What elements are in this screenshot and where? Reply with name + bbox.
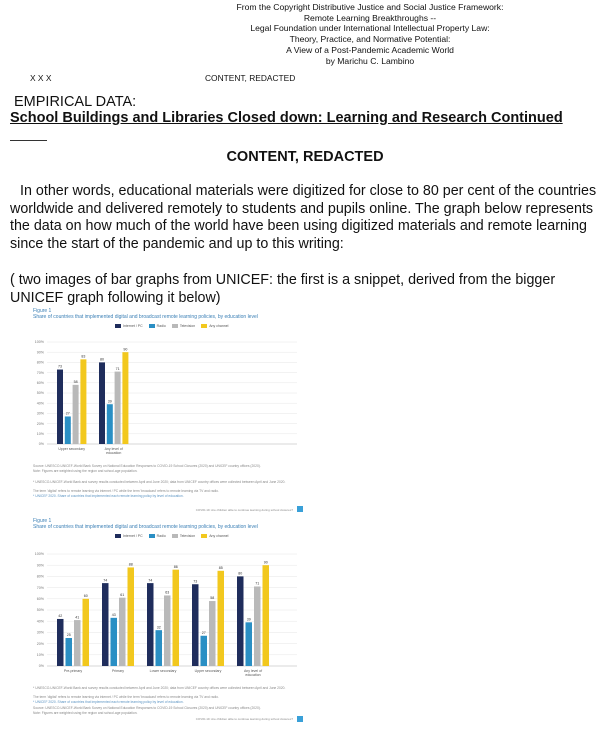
figure-title: Share of countries that implemented digital and broadcast remote learning policies, by education level [33, 524, 258, 530]
legend-label: Television [179, 534, 196, 538]
bar [119, 598, 126, 666]
figure-label: Figure 1 [33, 308, 52, 314]
xxx-marker: X X X [30, 73, 52, 83]
data-label: 88 [128, 562, 133, 567]
bar-chart-full [33, 542, 303, 684]
bar [107, 404, 113, 444]
bar [83, 599, 90, 666]
bar-chart-snippet [33, 332, 303, 462]
bar [122, 352, 128, 444]
y-tick-label: 100% [34, 552, 44, 557]
legend-item [201, 324, 228, 328]
x-category-label: Lower secondary [149, 669, 177, 673]
y-tick-label: 50% [36, 391, 44, 396]
data-label: 27 [201, 630, 206, 635]
bar [80, 359, 86, 444]
content-redacted-heading: CONTENT, REDACTED [226, 149, 384, 165]
data-label: 63 [165, 590, 170, 595]
y-tick-label: 0% [38, 664, 44, 669]
data-label: 80 [100, 357, 104, 362]
figure-label: Figure 1 [33, 518, 52, 524]
bar [102, 583, 109, 666]
short-divider [10, 140, 47, 141]
chart-note: Note: Figures are weighted using the region and school-age population. [33, 469, 138, 473]
bar [147, 583, 154, 666]
bar [201, 636, 208, 666]
data-label: 42 [58, 614, 63, 619]
footnote-3: * UNICEF 2020. Share of countries that implemented each remote learning policy by level of education. [33, 700, 184, 704]
y-tick-label: 60% [36, 597, 44, 601]
header-line-5: A View of a Post-Pandemic Academic World [286, 44, 454, 55]
data-label: 43 [111, 613, 116, 618]
data-label: 90 [263, 560, 268, 565]
header-line-3: Legal Foundation under International Intellectual Property Law: [250, 23, 490, 34]
y-tick-label: 40% [36, 401, 44, 406]
legend-item [115, 324, 143, 328]
data-label: 58 [210, 596, 215, 601]
bar [57, 619, 64, 666]
data-label: 60 [83, 594, 88, 598]
data-label: 25 [66, 633, 71, 638]
bar [115, 372, 121, 444]
page-badge [297, 506, 303, 512]
bar [246, 622, 253, 666]
legend-item [149, 324, 166, 328]
chart-note: Note: Figures are weighted using the region and school-age population. [33, 711, 138, 715]
bar [263, 565, 270, 666]
y-tick-label: 60% [36, 381, 44, 385]
y-tick-label: 0% [38, 442, 44, 447]
data-label: 71 [115, 366, 120, 371]
legend-label: Any channel [209, 324, 229, 328]
document-header [150, 2, 590, 66]
bar [173, 570, 180, 666]
legend-label: Internet / PC [123, 324, 143, 328]
x-category-label: Any level of [243, 669, 263, 673]
legend-label: Television [179, 324, 196, 328]
x-category-label: Pre-primary [63, 669, 83, 673]
section-label: EMPIRICAL DATA: [14, 94, 137, 110]
legend-label: Radio [156, 324, 166, 328]
corner-text: COVID-19: Are children able to continue learning during school closures? [195, 508, 293, 512]
data-label: 73 [58, 364, 62, 369]
legend-label: Radio [156, 534, 166, 538]
bar [111, 618, 118, 666]
data-label: 58 [73, 380, 78, 385]
y-tick-label: 90% [36, 350, 44, 355]
content-redacted-small: CONTENT, REDACTED [205, 73, 296, 83]
figure-title: Share of countries that implemented digital and broadcast remote learning policies, by education level [33, 314, 258, 320]
data-label: 32 [156, 625, 161, 630]
y-tick-label: 70% [36, 585, 44, 590]
chart-full [33, 518, 303, 724]
bar [164, 595, 171, 666]
footnote-1: * UNESCO-UNICEF-World Bank and survey results conducted between April and June 2020; data from UNICEF country offices were collected between April and June 2020. [33, 480, 286, 484]
x-category-label: Upper secondary [58, 447, 86, 451]
data-label: 83 [81, 354, 86, 359]
legend-item [172, 534, 195, 538]
images-note: ( two images of bar graphs from UNICEF: the first is a snippet, derived from the bigger UNICEF graph following it below) [10, 272, 556, 306]
header-line-6: by Marichu C. Lambino [325, 55, 415, 66]
legend-label: Any channel [209, 534, 229, 538]
footnote-1: * UNESCO-UNICEF-World Bank and survey results conducted between April and June 2020; data from UNICEF country offices were collected between April and June 2020. [33, 686, 286, 690]
chart-source: Source: UNESCO-UNICEF-World Bank Survey on National Education Responses to COVID-19 School Closures (2020) and UNICEF country offices (2020). [33, 464, 261, 468]
data-label: 39 [246, 617, 251, 622]
bar [66, 638, 73, 666]
chart-source: Source: UNESCO-UNICEF-World Bank Survey on National Education Responses to COVID-19 School Closures (2020) and UNICEF country offices (2020). [33, 706, 261, 710]
y-tick-label: 70% [36, 370, 44, 375]
x-category-label: Any level of [104, 447, 123, 451]
bar [74, 620, 81, 666]
header-line-2: Remote Learning Breakthroughs -- [303, 12, 437, 23]
y-tick-label: 90% [36, 563, 44, 568]
bar [156, 630, 163, 666]
chart-snippet [33, 308, 303, 513]
x-category-label: education [106, 451, 122, 455]
header-line-4: Theory, Practice, and Normative Potential: [289, 34, 451, 45]
page-badge [297, 716, 303, 722]
legend-item [201, 534, 228, 538]
header-line-1: From the Copyright Distributive Justice and Social Justice Framework: [236, 2, 504, 12]
corner-text: COVID-19: Are children able to continue learning during school closures? [195, 717, 293, 721]
data-label: 74 [103, 578, 108, 583]
footnote-2: The term 'digital' refers to remote learning via internet / PC while the term 'broadcast' refers to remote learning via TV and radio. [33, 489, 219, 493]
y-tick-label: 10% [36, 653, 44, 657]
chart-legend [115, 324, 228, 328]
bar [254, 586, 261, 666]
y-tick-label: 40% [36, 619, 44, 624]
bar [237, 576, 244, 666]
data-label: 61 [120, 592, 125, 597]
footnote-3: * UNICEF 2020. Share of countries that implemented each remote learning policy by level of education. [33, 494, 184, 498]
data-label: 90 [123, 347, 128, 352]
data-label: 73 [193, 579, 198, 584]
y-tick-label: 80% [36, 574, 44, 579]
data-label: 41 [75, 615, 80, 620]
legend-item [115, 534, 143, 538]
footnote-2: The term 'digital' refers to remote learning via internet / PC while the term 'broadcast' refers to remote learning via TV and radio. [33, 695, 219, 699]
x-category-label: education [245, 673, 261, 677]
y-tick-label: 10% [36, 432, 44, 436]
bar [218, 571, 225, 666]
y-tick-label: 100% [34, 340, 44, 345]
y-tick-label: 80% [36, 360, 44, 365]
section-title: School Buildings and Libraries Closed down: Learning and Research Continued [10, 110, 563, 126]
y-tick-label: 30% [36, 411, 44, 416]
bar [128, 567, 135, 666]
data-label: 71 [255, 581, 260, 586]
bar [192, 584, 199, 666]
y-tick-label: 20% [36, 421, 44, 426]
data-label: 39 [107, 399, 112, 404]
data-label: 27 [65, 411, 70, 416]
data-label: 86 [173, 564, 178, 569]
x-category-label: Primary [111, 669, 125, 673]
x-category-label: Upper secondary [194, 669, 222, 673]
body-paragraph: In other words, educational materials were digitized for close to 80 per cent of the countries worldwide and delivered remotely to students and pupils online. The graph below represents the data on how much of the world have been using digitized materials and remote learning since the start of the pandemic and up to this writing: [10, 183, 597, 252]
chart-legend [115, 534, 228, 538]
bar [65, 416, 71, 444]
bar [57, 370, 63, 444]
data-label: 74 [148, 578, 153, 583]
legend-item [172, 324, 195, 328]
y-tick-label: 30% [36, 630, 44, 635]
y-tick-label: 50% [36, 608, 44, 613]
data-label: 85 [218, 566, 223, 570]
bar [99, 362, 105, 444]
legend-item [149, 534, 166, 538]
y-tick-label: 20% [36, 641, 44, 646]
legend-label: Internet / PC [123, 534, 143, 538]
bar [209, 601, 216, 666]
data-label: 80 [238, 571, 243, 576]
bar [73, 385, 79, 444]
